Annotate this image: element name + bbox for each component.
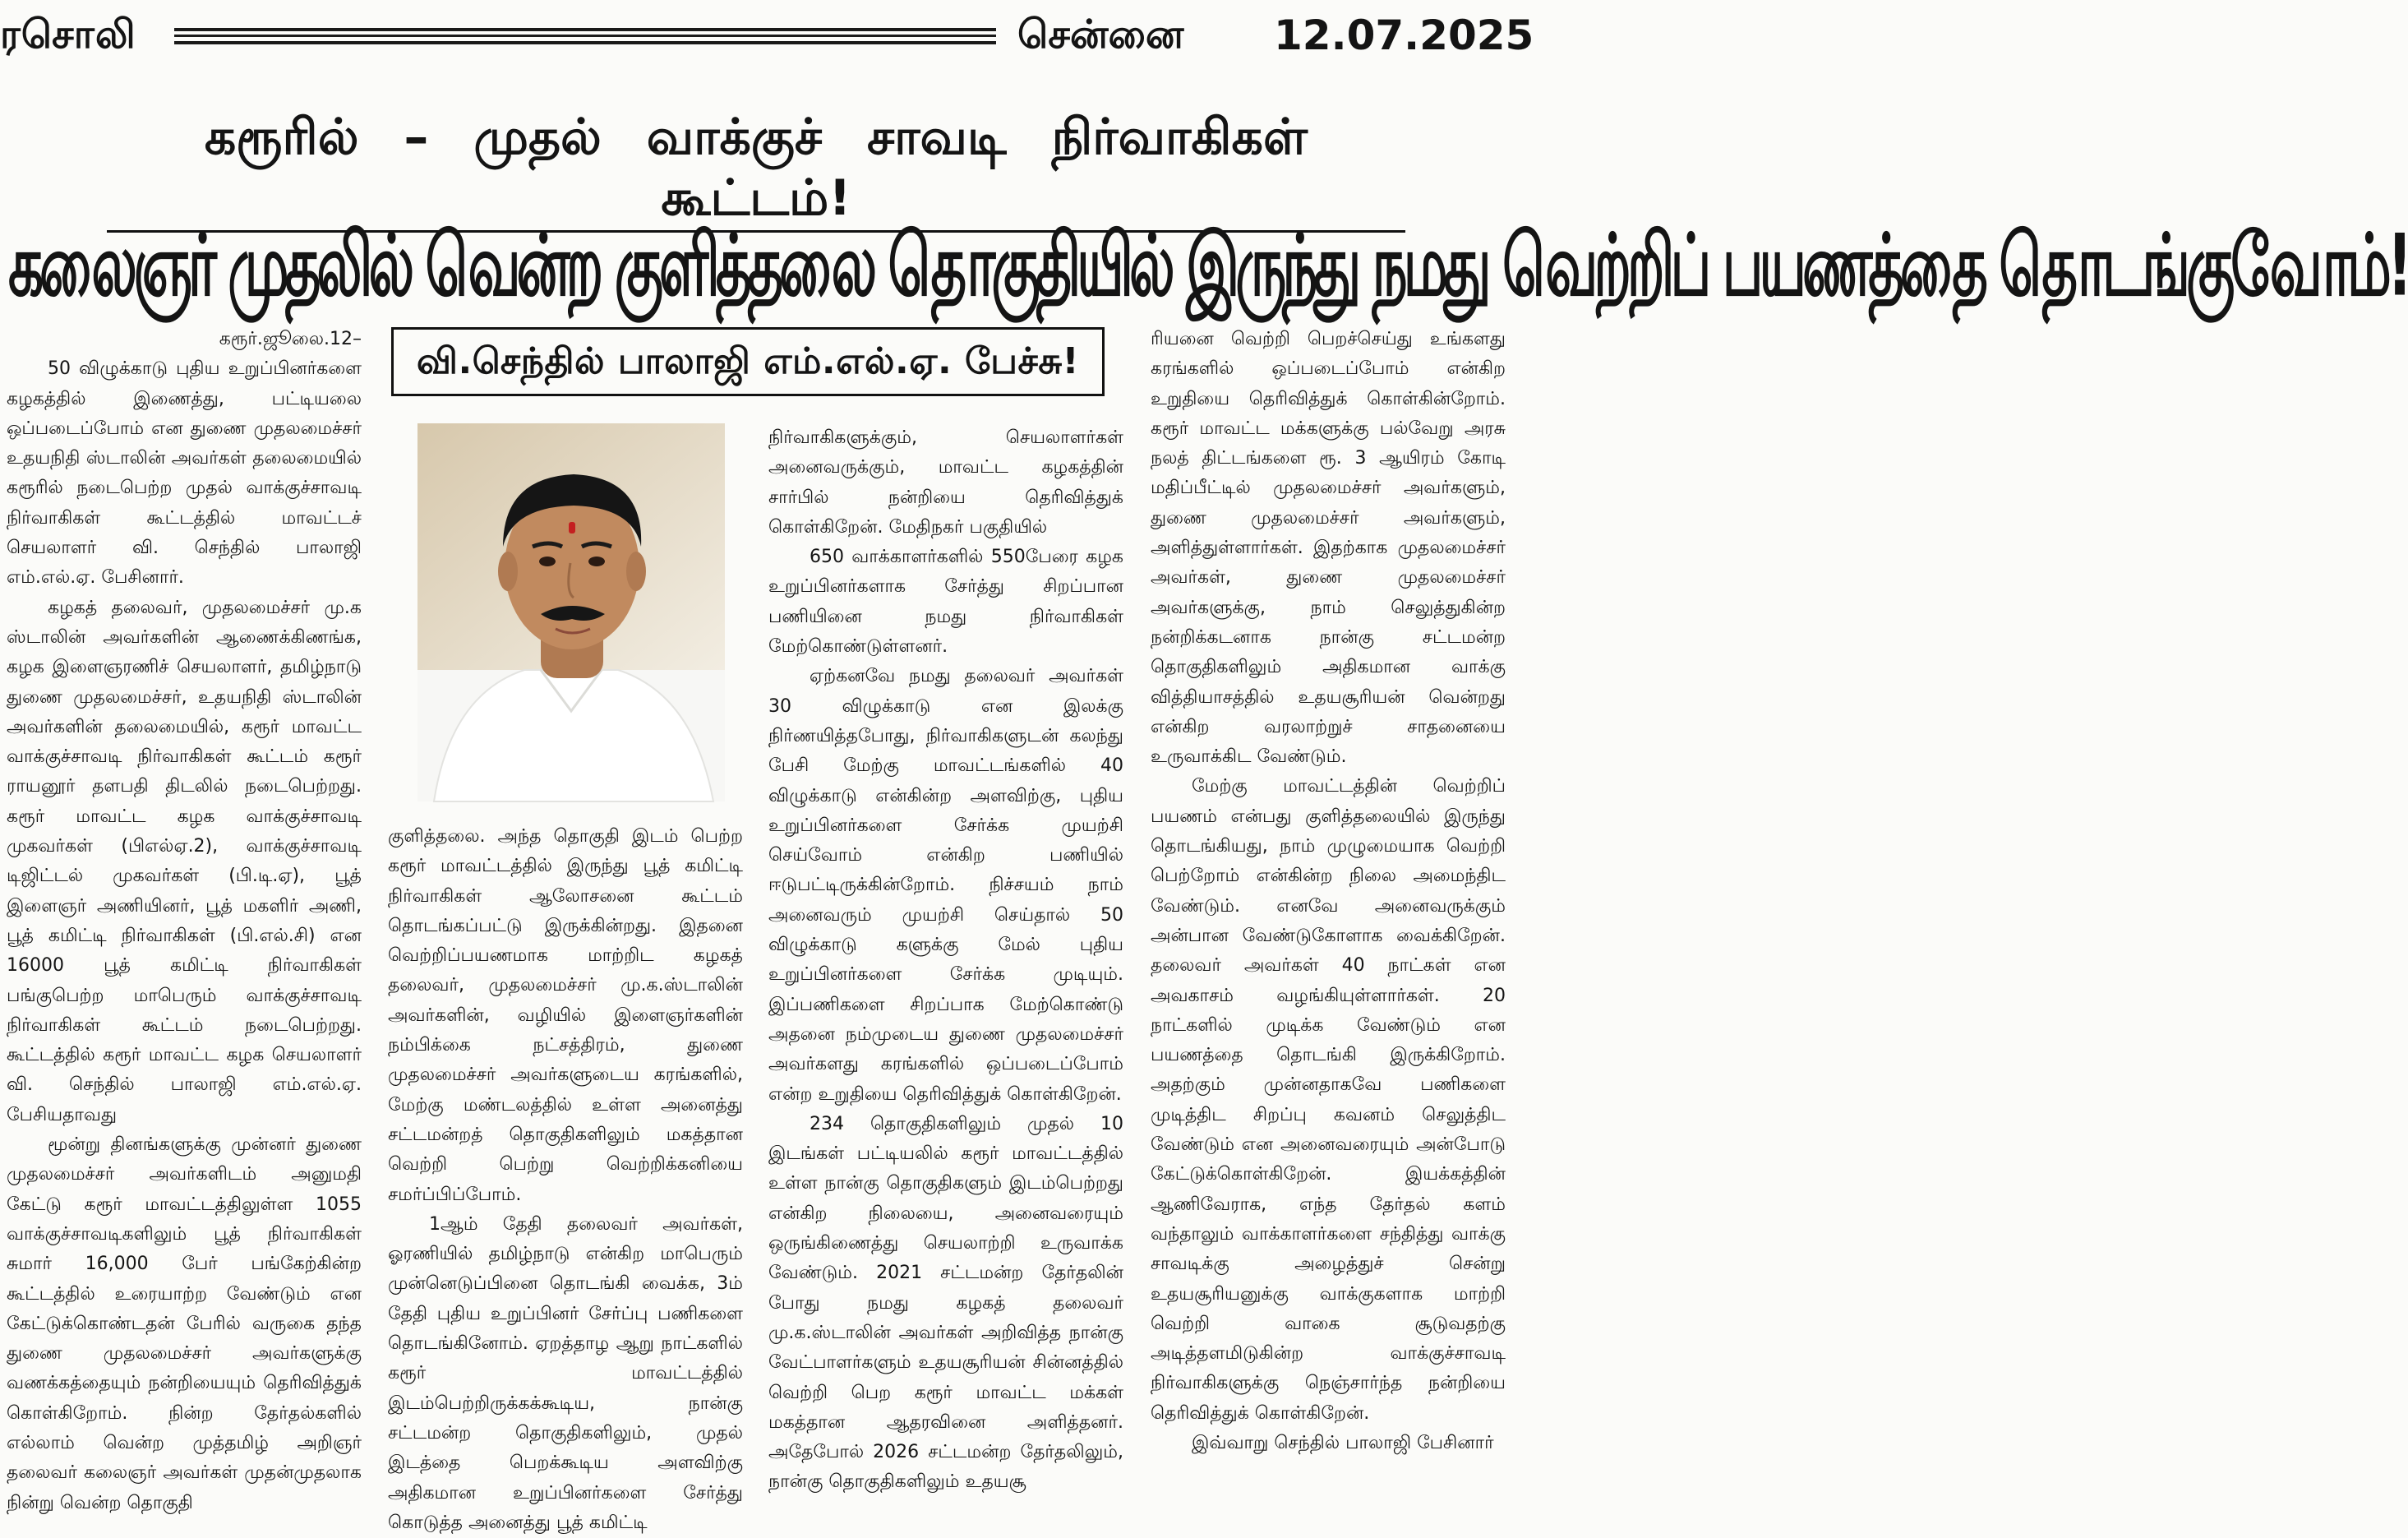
article-subhead: வி.செந்தில் பாலாஜி எம்.எல்.ஏ. பேச்சு! bbox=[391, 327, 1105, 396]
paragraph: மேற்கு மாவட்டத்தின் வெற்றிப் பயணம் என்பது குளித்தலையில் இருந்து தொடங்கியது, நாம் முழுமையாக வெற்றி பெற்றோம் என்கின்ற நிலை அமைந்திட வேண்டும். எனவே அனைவருக்கும் அன்பான வேண்டுகோளாக வைக்கிறேன். தலைவர் அவர்கள் 40 நாட்கள் என அவகாசம் வழங்கியுள்ளார்கள். 20 நாட்களில் முடிக்க வேண்டும் என பயணத்தை தொடங்கி இருக்கிறோம். அதற்கும் முன்னதாகவே பணிகளை முடித்திட சிறப்பு கவனம் செலுத்திட வேண்டும் என அனைவரையும் அன்போடு கேட்டுக்கொள்கிறேன். இயக்கத்தின் ஆணிவேராக, எந்த தேர்தல் களம் வந்தாலும் வாக்காளர்களை சந்தித்து வாக்கு சாவடிக்கு அழைத்துச் சென்று உதயசூரியனுக்கு வாக்குகளாக மாற்றி வெற்றி வாகை சூடுவதற்கு அடித்தளமிடுகின்ற வாக்குச்சாவடி நிர்வாகிகளுக்கு நெஞ்சார்ந்த நன்றியை தெரிவித்துக் கொள்கிறேன். bbox=[1151, 776, 1506, 1424]
article-headline: கலைஞர் முதலில் வென்ற குளித்தலை தொகுதியில் இருந்து நமது வெற்றிப் பயணத்தை தொடங்குவோம்! bbox=[8, 215, 2408, 316]
article-column-4 bbox=[1151, 325, 1506, 1504]
edition-city: சென்னை bbox=[1017, 12, 1184, 58]
article-column-2 bbox=[388, 822, 743, 1533]
masthead-rule bbox=[174, 28, 996, 44]
article-kicker: கரூரில் – முதல் வாக்குச் சாவடி நிர்வாகிகள் கூட்டம்! bbox=[107, 107, 1405, 233]
masthead bbox=[0, 0, 1534, 76]
paragraph: ரியனை வெற்றி பெறச்செய்து உங்களது கரங்களில் ஒப்படைப்போம் என்கிற உறுதியை தெரிவித்துக் கொள்கின்றோம். கரூர் மாவட்ட மக்களுக்கு பல்வேறு அரசு நலத் திட்டங்களை ரூ. 3 ஆயிரம் கோடி மதிப்பீட்டில் முதலமைச்சர் அவர்களும், துணை முதலமைச்சர் அவர்களும், அளித்துள்ளார்கள். இதற்காக முதலமைச்சர் அவர்கள், துணை முதலமைச்சர் அவர்களுக்கு, நாம் செலுத்துகின்ற நன்றிக்கடனாக நான்கு சட்டமன்ற தொகுதிகளிலும் அதிகமான வாக்கு வித்தியாசத்தில் உதயசூரியன் வென்றது என்கிற வரலாற்றுச் சாதனையை உருவாக்கிட வேண்டும். bbox=[1151, 329, 1506, 768]
paragraph: ஏற்கனவே நமது தலைவர் அவர்கள் 30 விழுக்காடு என இலக்கு நிர்ணயித்தபோது, நிர்வாகிகளுடன் கலந்து பேசி மேற்கு மாவட்டங்களில் 40 விழுக்காடு என்கின்ற அளவிற்கு, புதிய உறுப்பினர்களை சேர்க்க முயற்சி செய்வோம் என்கிற பணியில் ஈடுபட்டிருக்கின்றோம். நிச்சயம் நாம் அனைவரும் முயற்சி செய்தால் 50 விழுக்காடு களுக்கு மேல் புதிய உறுப்பினர்களை சேர்க்க முடியும். இப்பணிகளை சிறப்பாக மேற்கொண்டு அதனை நம்முடைய துணை முதலமைச்சர் அவர்களது கரங்களில் ஒப்படைப்போம் என்ற உறுதியை தெரிவித்துக் கொள்கிறேன். bbox=[768, 666, 1123, 1105]
article-dateline: கரூர்.ஜூலை.12– bbox=[219, 329, 362, 349]
paragraph: 234 தொகுதிகளிலும் முதல் 10 இடங்கள் பட்டியலில் கரூர் மாவட்டத்தில் உள்ள நான்கு தொகுதிகளும் இடம்பெற்றது என்கிற நிலையை, அனைவரையும் ஒருங்கிணைத்து செயலாற்றி உருவாக்க வேண்டும். 2021 சட்டமன்ற தேர்தலின் போது நமது கழகத் தலைவர் மு.க.ஸ்டாலின் அவர்கள் அறிவித்த நான்கு வேட்பாளர்களும் உதயசூரியன் சின்னத்தில் வெற்றி பெற கரூர் மாவட்ட மக்கள் மகத்தான ஆதரவினை அளித்தனர். அதேபோல் 2026 சட்டமன்ற தேர்தலிலும், நான்கு தொகுதிகளிலும் உதயசூ bbox=[768, 1113, 1123, 1493]
paragraph: கழகத் தலைவர், முதலமைச்சர் மு.க ஸ்டாலின் அவர்களின் ஆணைக்கிணங்க, கழக இளைஞரணிச் செயலாளர், தமிழ்நாடு துணை முதலமைச்சர், உதயநிதி ஸ்டாலின் அவர்களின் தலைமையில், கரூர் மாவட்ட வாக்குச்சாவடி நிர்வாகிகள் கூட்டம் கரூர் ராயனூர் தளபதி திடலில் நடைபெற்றது. கரூர் மாவட்ட கழக வாக்குச்சாவடி முகவர்கள் (பிஎல்ஏ.2), வாக்குச்சாவடி டிஜிட்டல் முகவர்கள் (பி.டி.ஏ), பூத் இளைஞர் அணியினர், பூத் மகளிர் அணி, பூத் கமிட்டி நிர்வாகிகள் (பி.எல்.சி) என 16000 பூத் கமிட்டி நிர்வாகிகள் பங்குபெற்ற மாபெரும் வாக்குச்சாவடி நிர்வாகிகள் கூட்டம் நடைபெற்றது. கூட்டத்தில் கரூர் மாவட்ட கழக செயலாளர் வி. செந்தில் பாலாஜி எம்.எல்.ஏ. பேசியதாவது bbox=[7, 597, 362, 1125]
paragraph: மூன்று தினங்களுக்கு முன்னர் துணை முதலமைச்சர் அவர்களிடம் அனுமதி கேட்டு கரூர் மாவட்டத்திலுள்ள 1055 வாக்குச்சாவடிகளிலும் பூத் நிர்வாகிகள் சுமார் 16,000 பேர் பங்கேற்கின்ற கூட்டத்தில் உரையாற்ற வேண்டும் என கேட்டுக்கொண்டதன் பேரில் வருகை தந்த துணை முதலமைச்சர் அவர்களுக்கு வணக்கத்தையும் நன்றியையும் தெரிவித்துக் கொள்கிறோம். நின்ற தேர்தல்களில் எல்லாம் வென்ற முத்தமிழ் அறிஞர் தலைவர் கலைஞர் அவர்கள் முதன்முதலாக நின்று வென்ற தொகுதி bbox=[7, 1134, 362, 1513]
portrait-photo bbox=[417, 423, 725, 801]
edition-date: 12.07.2025 bbox=[1274, 12, 1534, 59]
paragraph: குளித்தலை. அந்த தொகுதி இடம் பெற்ற கரூர் மாவட்டத்தில் இருந்து பூத் கமிட்டி நிர்வாகிகள் ஆலோசனை கூட்டம் தொடங்கப்பட்டு இருக்கின்றது. இதனை வெற்றிப்பயணமாக மாற்றிட கழகத் தலைவர், முதலமைச்சர் மு.க.ஸ்டாலின் அவர்களின், வழியில் இளைஞர்களின் நம்பிக்கை நட்சத்திரம், துணை முதலமைச்சர் அவர்களுடைய கரங்களில், மேற்கு மண்டலத்தில் உள்ள அனைத்து சட்டமன்றத் தொகுதிகளிலும் மகத்தான வெற்றி பெற்று வெற்றிக்கனியை சமர்ப்பிப்போம். bbox=[388, 826, 743, 1205]
paragraph: 50 விழுக்காடு புதிய உறுப்பினர்களை கழகத்தில் இணைத்து, பட்டியலை ஒப்படைப்போம் என துணை முதலமைச்சர் உதயநிதி ஸ்டாலின் அவர்கள் தலைமையில் கரூரில் நடைபெற்ற முதல் வாக்குச்சாவடி நிர்வாகிகள் கூட்டத்தில் மாவட்டச் செயலாளர் வி. செந்தில் பாலாஜி எம்.எல்.ஏ. பேசினார். bbox=[7, 358, 362, 589]
paragraph: 1ஆம் தேதி தலைவர் அவர்கள், ஓரணியில் தமிழ்நாடு என்கிற மாபெரும் முன்னெடுப்பினை தொடங்கி வைக்க, 3ம் தேதி புதிய உறுப்பினர் சேர்ப்பு பணிகளை தொடங்கினோம். ஏறத்தாழ ஆறு நாட்களில் கரூர் மாவட்டத்தில் இடம்பெற்றிருக்கக்கூடிய, நான்கு சட்டமன்ற தொகுதிகளிலும், முதல் இடத்தை பெறக்கூடிய அளவிற்கு அதிகமான உறுப்பினர்களை சேர்த்து கொடுத்த அனைத்து பூத் கமிட்டி bbox=[388, 1213, 743, 1533]
paragraph: இவ்வாறு செந்தில் பாலாஜி பேசினார் bbox=[1192, 1432, 1494, 1453]
paragraph: 650 வாக்காளர்களில் 550பேரை கழக உறுப்பினர்களாக சேர்த்து சிறப்பான பணியினை நமது நிர்வாகிகள் மேற்கொண்டுள்ளனர். bbox=[768, 547, 1123, 658]
article-column-3 bbox=[768, 423, 1123, 1504]
newspaper-name: ரசொலி bbox=[0, 12, 136, 58]
paragraph: நிர்வாகிகளுக்கும், செயலாளர்கள் அனைவருக்கும், மாவட்ட கழகத்தின் சார்பில் நன்றியை தெரிவித்துக் கொள்கிறேன். மேதிநகர் பகுதியில் bbox=[768, 427, 1123, 538]
article-column-1 bbox=[7, 325, 362, 1513]
